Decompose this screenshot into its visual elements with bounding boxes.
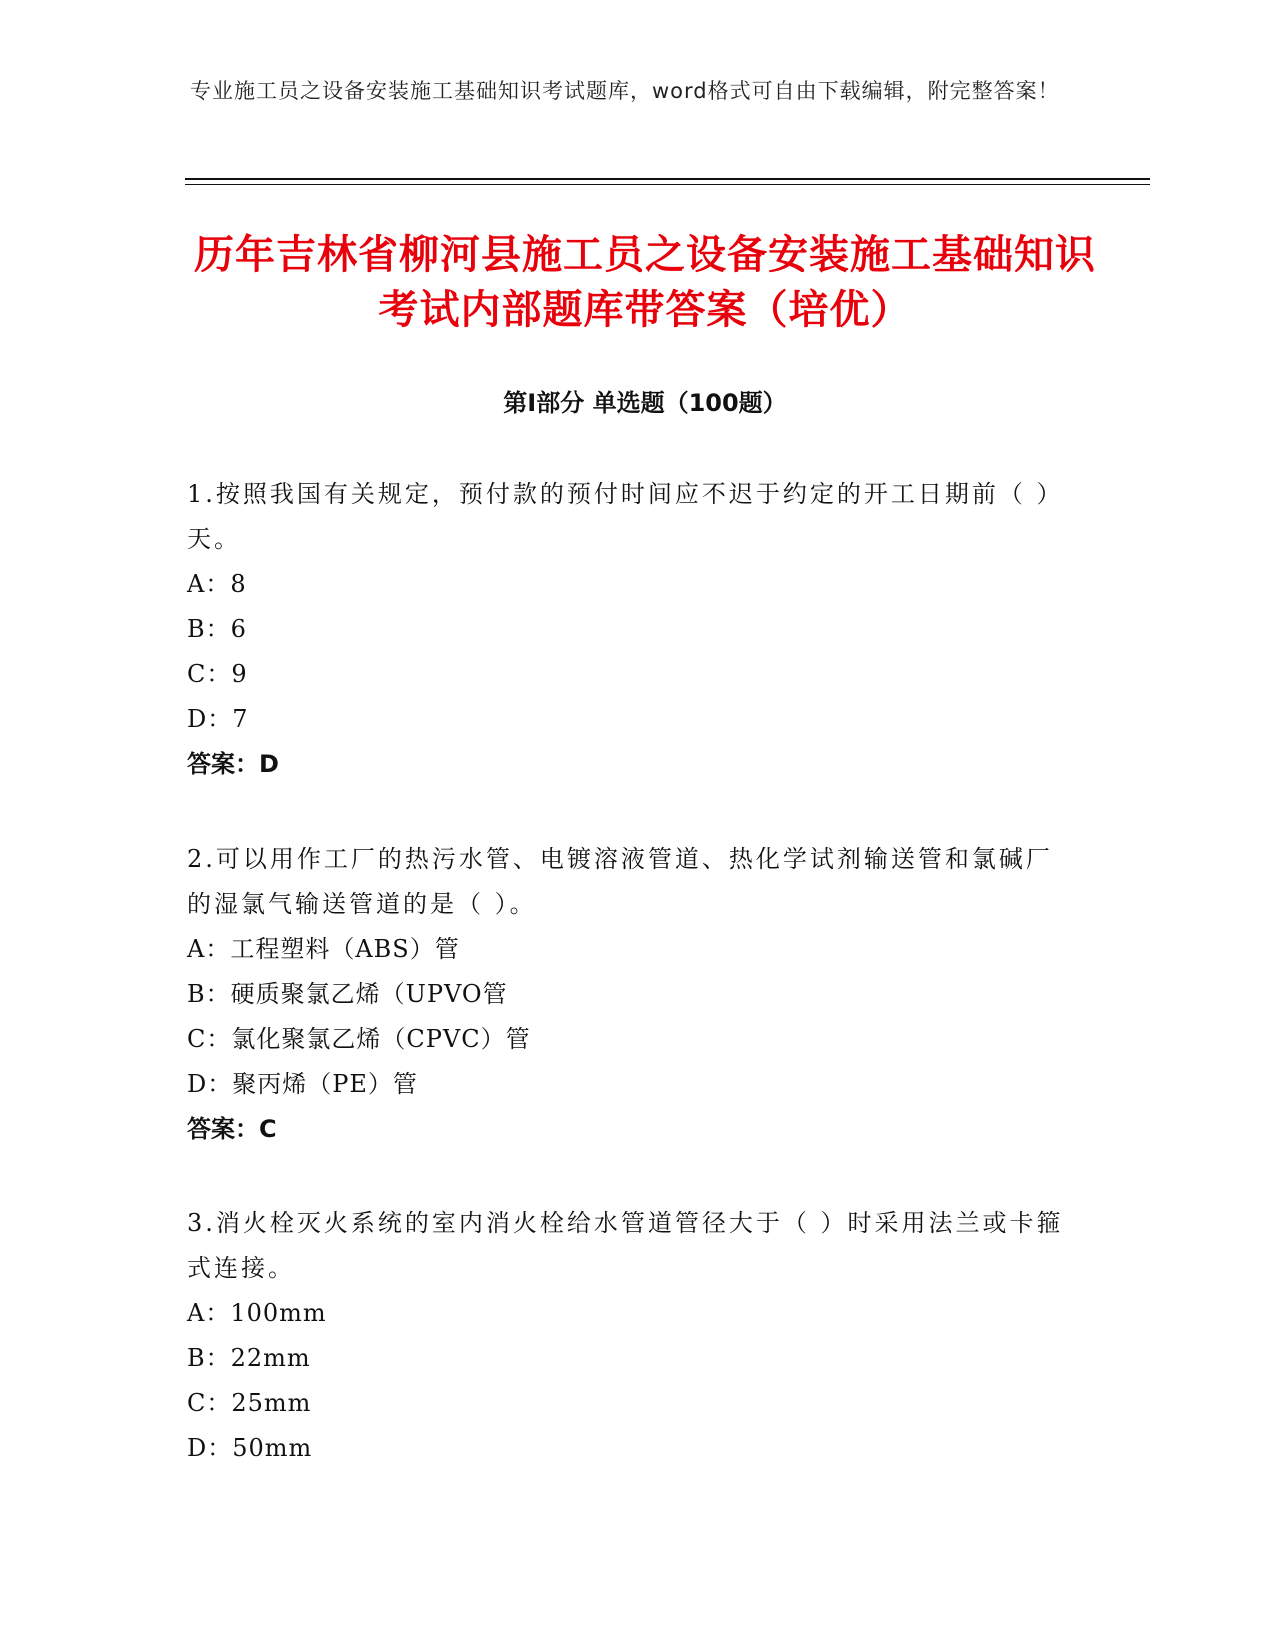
document-header: 专业施工员之设备安装施工基础知识考试题库，word格式可自由下载编辑，附完整答案！ <box>190 79 1060 103</box>
option-d: D：聚丙烯（PE）管 <box>187 1070 418 1098</box>
header-rule-thick <box>185 178 1150 180</box>
header-rule-thin <box>185 184 1150 185</box>
option-a: A：工程塑料（ABS）管 <box>187 935 460 963</box>
section-heading: 第Ⅰ部分 单选题（100题） <box>503 389 787 417</box>
question-stem: 2.可以用作工厂的热污水管、电镀溶液管道、热化学试剂输送管和氯碱厂的湿氯气输送管道的是（ ）。 <box>187 845 1053 918</box>
option-b: B：6 <box>187 615 247 643</box>
option-b: B：22mm <box>187 1344 311 1372</box>
option-d: D：7 <box>187 705 249 733</box>
option-c: C：氯化聚氯乙烯（CPVC）管 <box>187 1025 531 1053</box>
option-a: A：100mm <box>187 1299 327 1327</box>
question-3 <box>187 1201 1067 1471</box>
document-title: 历年吉林省柳河县施工员之设备安装施工基础知识考试内部题库带答案（培优） <box>194 232 1096 333</box>
answer: 答案：D <box>187 750 279 778</box>
option-c: C：25mm <box>187 1389 312 1417</box>
question-stem: 1.按照我国有关规定，预付款的预付时间应不迟于约定的开工日期前（ ）天。 <box>187 480 1064 553</box>
option-b: B：硬质聚氯乙烯（UPVO管 <box>187 980 508 1008</box>
option-a: A：8 <box>187 570 247 598</box>
question-stem: 3.消火栓灭火系统的室内消火栓给水管道管径大于（ ）时采用法兰或卡箍式连接。 <box>187 1209 1064 1282</box>
question-2 <box>187 837 1067 1152</box>
question-1 <box>187 472 1067 787</box>
option-c: C：9 <box>187 660 248 688</box>
answer: 答案：C <box>187 1115 277 1143</box>
option-d: D：50mm <box>187 1434 313 1462</box>
